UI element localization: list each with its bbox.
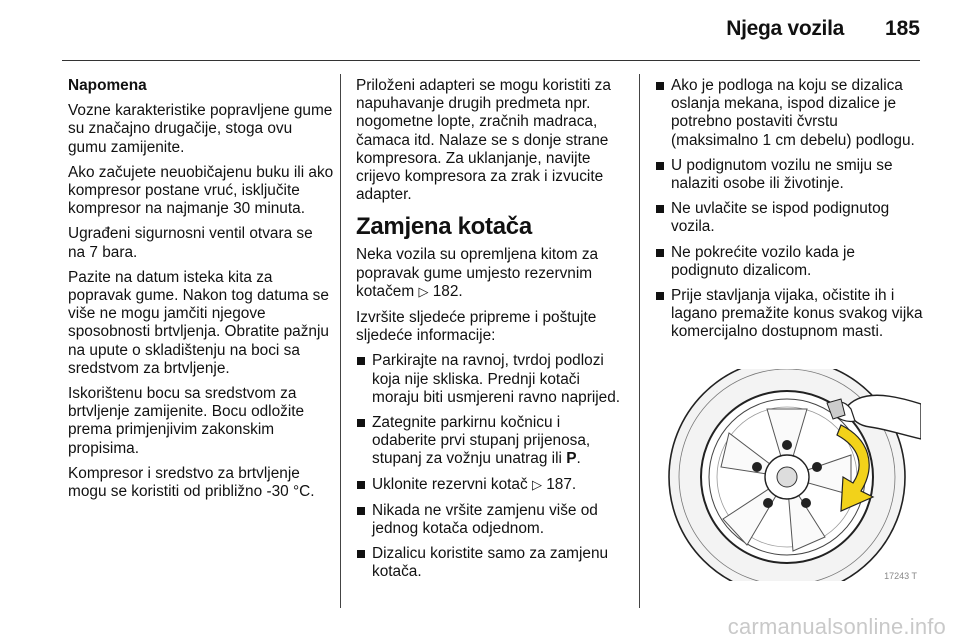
bullet-square-icon [357, 550, 365, 558]
list-item-tail: . [576, 450, 581, 468]
list-item [655, 244, 925, 280]
footer [0, 612, 960, 642]
page-ref-icon: ▷ [418, 284, 429, 300]
header-rule [62, 60, 920, 61]
paragraph: Priloženi adapteri se mogu koristiti za napuhavanje drugih predmeta npr. nogometne lopte, zračnih madraca, čamaca itd. Nalaze se s donje strane kompresora. Za uklanjanje, navijte crijevo kompresora za zrak i izvucite adapter. [356, 77, 611, 204]
list-item-text: Ne pokrećite vozilo kada je podignuto dizalicom. [671, 243, 855, 279]
bullet-list [356, 352, 626, 581]
bullet-square-icon [656, 82, 664, 90]
page-ref-icon: ▷ [531, 477, 542, 493]
column-2 [356, 77, 626, 589]
list-item-text: U podignutom vozilu ne smiju se nalaziti osobe ili životinje. [671, 156, 893, 193]
list-item-text: Prije stavljanja vijaka, očistite ih i lagano premažite konus svakog vijka komercijalno dostupnom masti. [671, 287, 923, 341]
wheel-cover-illustration [655, 369, 921, 581]
chapter-title: Njega vozila [726, 17, 844, 40]
list-item [356, 352, 626, 407]
list-item-text: Ako je podloga na koju se dizalica oslanja mekana, ispod dizalice je potrebno postaviti čvrstu (maksimalno 1 cm debelu) podlogu. [671, 77, 915, 149]
paragraph: Ako začujete neuobičajenu buku ili ako kompresor postane vruć, isključite kompresor na najmanje 30 minuta. [68, 163, 334, 218]
bullet-square-icon [357, 481, 365, 489]
list-item-text: Ne uvlačite se ispod podignutog vozila. [671, 200, 890, 236]
paragraph: Kompresor i sredstvo za brtvljenje mogu se koristiti od približno -30 °C. [68, 464, 315, 501]
note-title: Napomena [68, 77, 147, 94]
bullet-square-icon [357, 419, 365, 427]
bullet-square-icon [656, 249, 664, 257]
list-item [655, 157, 925, 193]
column-divider [340, 74, 341, 608]
list-item [356, 545, 626, 581]
paragraph: Pazite na datum isteka kita za popravak gume. Nakon tog datuma se više ne mogu jamčiti njegove sposobnosti brtvljenja. Obratite pažnju na upute o skladištenju na boci sa sredstvom za brtvljenje. [68, 268, 329, 377]
bullet-square-icon [656, 292, 664, 300]
column-3 [655, 77, 925, 349]
paragraph: Ugrađeni sigurnosni ventil otvara se na 7 bara. [68, 225, 313, 261]
list-item [655, 200, 925, 236]
list-item [356, 476, 626, 495]
paragraph [356, 246, 626, 302]
list-item-text: Uklonite rezervni kotač [372, 475, 528, 493]
page-number: 185 [884, 17, 920, 40]
page-header [0, 0, 960, 60]
list-item-text: Parkirajte na ravnoj, tvrdoj podlozi koja nije skliska. Prednji kotači moraju biti usmjereni ravno naprijed. [372, 352, 621, 406]
bullet-square-icon [656, 162, 664, 170]
wheel-illustration-graphic [655, 369, 921, 581]
paragraph: Iskorištenu bocu sa sredstvom za brtvljenje zamijenite. Bocu odložite prema primjenjivim zakonskim propisima. [68, 385, 305, 457]
list-item [655, 287, 925, 342]
page-ref-link[interactable]: 187. [546, 475, 577, 493]
bullet-square-icon [656, 205, 664, 213]
paragraph: Vozne karakteristike popravljene gume su značajno drugačije, stoga ovu gumu zamijenite. [68, 102, 333, 156]
bullet-list [655, 77, 925, 342]
paragraph: Izvršite sljedeće pripreme i poštujte sljedeće informacije: [356, 309, 597, 345]
illustration-code: 17243 T [884, 571, 917, 581]
column-1 [68, 77, 334, 508]
page-ref-link[interactable]: 182. [432, 282, 463, 300]
gear-label: P [566, 450, 577, 468]
watermark: carmanualsonline.info [727, 614, 946, 639]
column-divider [639, 74, 640, 608]
list-item-text: Dizalicu koristite samo za zamjenu kotača. [372, 545, 609, 581]
paragraph-text: Neka vozila su opremljena kitom za popravak gume umjesto rezervnim kotačem [356, 246, 599, 300]
list-item-text: Nikada ne vršite zamjenu više od jednog kotača odjednom. [372, 501, 598, 538]
bullet-square-icon [357, 357, 365, 365]
bullet-square-icon [357, 507, 365, 515]
list-item [356, 414, 626, 469]
list-item [356, 502, 626, 538]
list-item-text: Zategnite parkirnu kočnicu i odaberite prvi stupanj prijenosa, stupanj za vožnju unatrag ili [372, 414, 591, 468]
section-heading: Zamjena kotača [356, 213, 532, 241]
list-item [655, 77, 925, 150]
